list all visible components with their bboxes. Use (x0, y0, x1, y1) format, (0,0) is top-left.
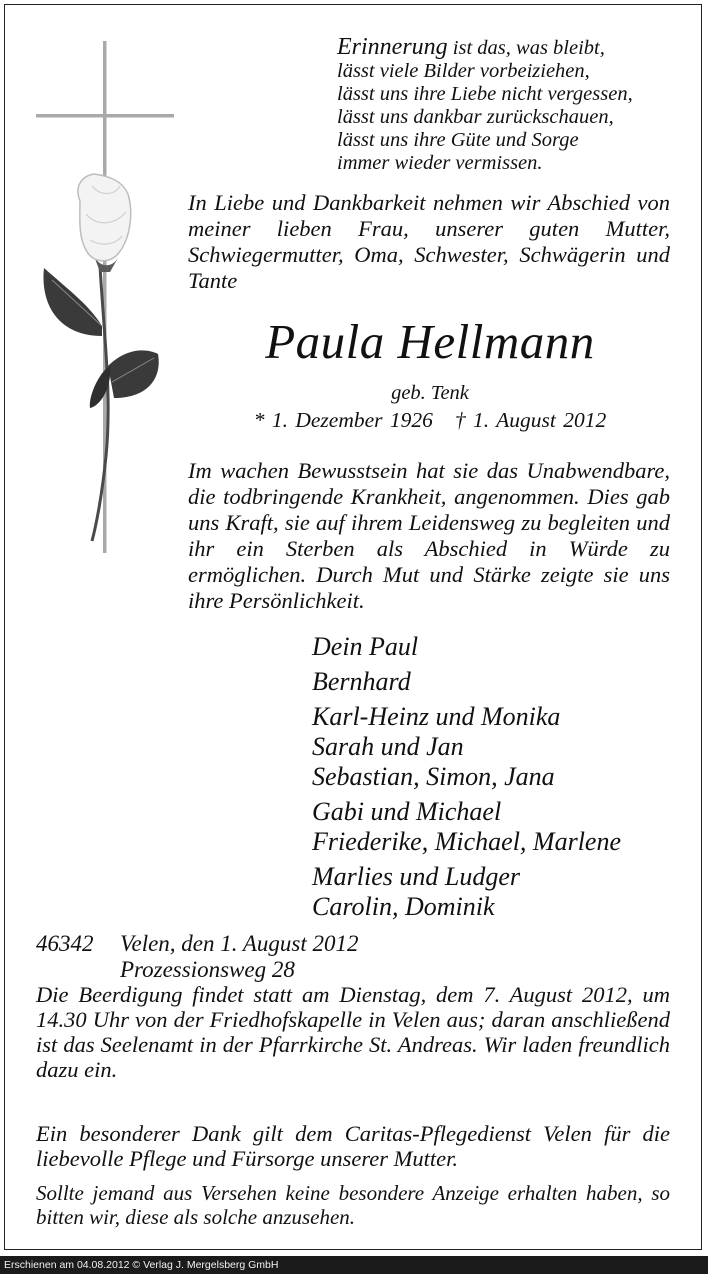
family-line: Gabi und Michael (312, 797, 502, 826)
family-list (312, 632, 702, 927)
poem-line: lässt uns ihre Güte und Sorge (337, 129, 579, 151)
poem-first-rest: ist das, was bleibt, (447, 37, 605, 59)
address-line (36, 931, 536, 957)
birth-date: * 1. Dezember 1926 (253, 408, 433, 432)
poem-line (337, 36, 697, 60)
family-line: Karl-Heinz und Monika (312, 702, 561, 731)
family-group (312, 702, 702, 792)
poem-line: immer wieder vermissen. (337, 152, 543, 174)
postal-code: 46342 (36, 931, 94, 956)
intro-text: In Liebe und Dankbarkeit nehmen wir Abschied von meiner lieben Frau, unserer guten Mutter, Schwiegermutter, Oma, Schwester, Schwägerin und Tante (188, 190, 670, 293)
street-address: Prozessionsweg 28 (120, 957, 295, 982)
funeral-info: Die Beerdigung findet statt am Dienstag, dem 7. August 2012, um 14.30 Uhr von der Friedhofskapelle in Velen aus; daran anschließend ist das Seelenamt in der Pfarrkirche St. Andreas. Wir laden freundlich dazu ein. (36, 982, 670, 1082)
poem-line: lässt uns ihre Liebe nicht vergessen, (337, 83, 633, 105)
memorial-poem (337, 36, 697, 175)
rose-icon (43, 174, 158, 541)
thanks-text: Ein besonderer Dank gilt dem Caritas-Pflegedienst Velen für die liebevolle Pflege und Fürsorge unserer Mutter. (36, 1121, 670, 1171)
deceased-name: Paula Hellmann (265, 314, 595, 369)
place-date: Velen, den 1. August 2012 (120, 931, 359, 956)
death-date: † 1. August 2012 (454, 408, 607, 432)
family-line: Marlies und Ludger (312, 862, 520, 891)
birth-name: geb. Tenk (391, 382, 469, 404)
family-line: Bernhard (312, 667, 411, 696)
family-group (312, 667, 702, 697)
address-block (36, 931, 536, 983)
publication-footer: Erschienen am 04.08.2012 © Verlag J. Mergelsberg GmbH (0, 1256, 708, 1274)
poem-line: lässt viele Bilder vorbeiziehen, (337, 60, 590, 82)
cross-rose-emblem (30, 36, 190, 556)
body-text: Im wachen Bewusstsein hat sie das Unabwendbare, die todbringende Krankheit, angenommen. Dies gab uns Kraft, sie auf ihrem Leidensweg zu begleiten und ihr ein Sterben als Abschied in Würde zu ermöglichen. Durch Mut und Stärke zeigte sie uns ihre Persönlichkeit. (188, 458, 670, 613)
notice-text: Sollte jemand aus Versehen keine besondere Anzeige erhalten haben, so bitten wir, diese als solche anzusehen. (36, 1181, 670, 1229)
family-group (312, 862, 702, 922)
life-dates (185, 408, 675, 433)
family-line: Dein Paul (312, 632, 419, 661)
family-group (312, 632, 702, 662)
poem-line: lässt uns dankbar zurückschauen, (337, 106, 614, 128)
family-line: Friederike, Michael, Marlene (312, 827, 621, 856)
family-line: Sebastian, Simon, Jana (312, 762, 555, 791)
family-line: Carolin, Dominik (312, 892, 495, 921)
family-line: Sarah und Jan (312, 732, 464, 761)
poem-first-word: Erinnerung (337, 34, 448, 60)
family-group (312, 797, 702, 857)
